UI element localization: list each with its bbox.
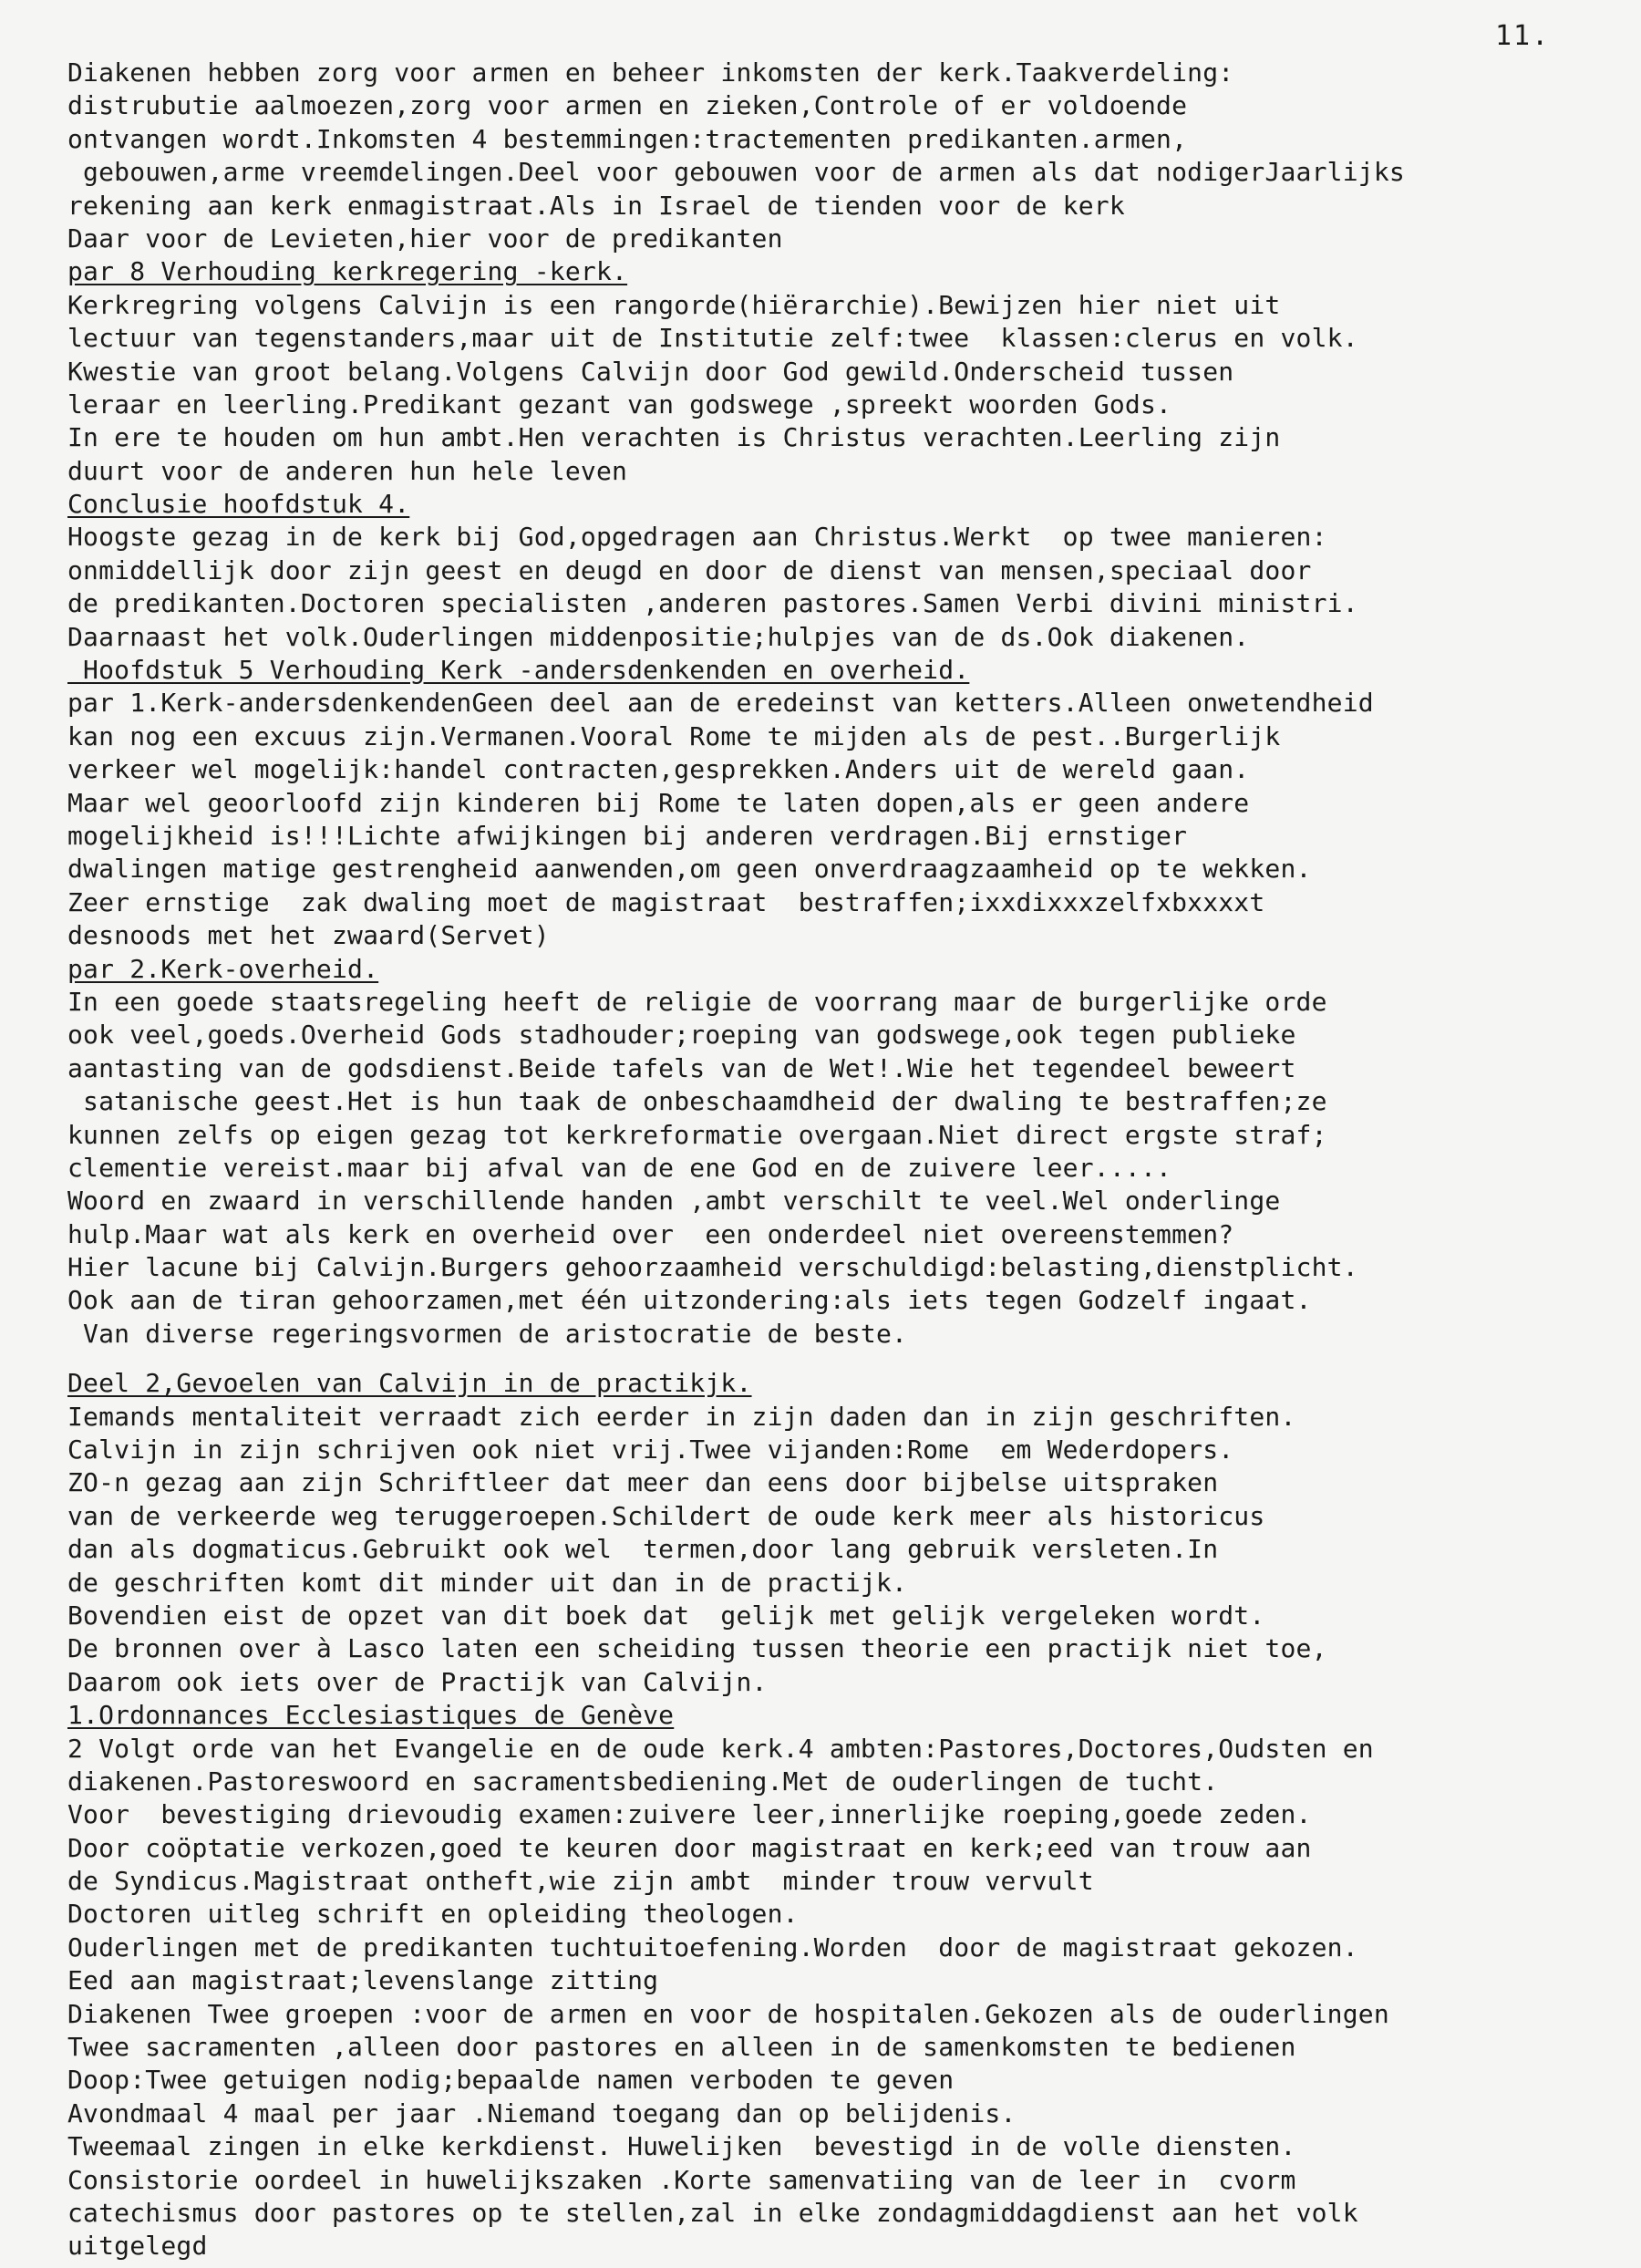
text-line: Hier lacune bij Calvijn.Burgers gehoorzaamheid verschuldigd:belasting,dienstplicht. [67, 1252, 1358, 1283]
text-line: Diakenen hebben zorg voor armen en beheer inkomsten der kerk.Taakverdeling: [67, 57, 1234, 88]
text-line: Kwestie van groot belang.Volgens Calvijn door God gewild.Onderscheid tussen [67, 356, 1234, 387]
text-line: distrubutie aalmoezen,zorg voor armen en zieken,Controle of er voldoende [67, 90, 1188, 121]
text-line: 2 Volgt orde van het Evangelie en de oude kerk.4 ambten:Pastores,Doctores,Oudsten en [67, 1733, 1374, 1764]
text-line: In een goede staatsregeling heeft de religie de voorrang maar de burgerlijke orde [67, 986, 1327, 1017]
text-line: aantasting van de godsdienst.Beide tafels van de Wet!.Wie het tegendeel beweert [67, 1052, 1296, 1083]
chapter-heading: Hoofdstuk 5 Verhouding Kerk -andersdenkenden en overheid. [67, 655, 970, 686]
text-line: Voor bevestiging drievoudig examen:zuivere leer,innerlijke roeping,goede zeden. [67, 1799, 1312, 1830]
text-line: Hoogste gezag in de kerk bij God,opgedragen aan Christus.Werkt op twee manieren: [67, 522, 1327, 553]
text-line: Door coöptatie verkozen,goed te keuren door magistraat en kerk;eed van trouw aan [67, 1832, 1312, 1863]
text-line: de Syndicus.Magistraat ontheft,wie zijn ambt minder trouw vervult [67, 1866, 1094, 1897]
text-line: de geschriften komt dit minder uit dan in de practijk. [67, 1567, 908, 1598]
section-heading: par 2.Kerk-overheid. [67, 953, 379, 984]
text-line: par 1.Kerk-andersdenkendenGeen deel aan de eredeinst van ketters.Alleen onwetendheid [67, 688, 1374, 719]
text-line: uitgelegd [67, 2231, 208, 2262]
text-line: diakenen.Pastoreswoord en sacramentsbediening.Met de ouderlingen de tucht. [67, 1766, 1219, 1797]
text-line: lectuur van tegenstanders,maar uit de Institutie zelf:twee klassen:clerus en volk. [67, 323, 1358, 354]
text-line: ook veel,goeds.Overheid Gods stadhouder;roeping van godswege,ook tegen publieke [67, 1020, 1296, 1051]
text-line: Diakenen Twee groepen :voor de armen en voor de hospitalen.Gekozen als de ouderlingen [67, 1998, 1389, 2029]
text-line: Iemands mentaliteit verraadt zich eerder in zijn daden dan in zijn geschriften. [67, 1401, 1296, 1432]
text-line: clementie vereist.maar bij afval van de ene God en de zuivere leer..... [67, 1152, 1172, 1183]
text-line: catechismus door pastores op te stellen,zal in elke zondagmiddagdienst aan het volk [67, 2198, 1358, 2228]
text-line: ZO-n gezag aan zijn Schriftleer dat meer dan eens door bijbelse uitspraken [67, 1467, 1219, 1498]
typed-text-block [67, 57, 1631, 2263]
text-line: onmiddellijk door zijn geest en deugd en door de dienst van mensen,speciaal door [67, 554, 1312, 585]
text-line: desnoods met het zwaard(Servet) [67, 920, 550, 951]
text-line: Twee sacramenten ,alleen door pastores en alleen in de samenkomsten te bedienen [67, 2032, 1296, 2063]
text-line: Daar voor de Levieten,hier voor de predikanten [67, 223, 783, 254]
section-heading: 1.Ordonnances Ecclesiastiques de Genève [67, 1700, 675, 1731]
text-line: Ook aan de tiran gehoorzamen,met één uitzondering:als iets tegen Godzelf ingaat. [67, 1285, 1312, 1316]
text-line: In ere te houden om hun ambt.Hen verachten is Christus verachten.Leerling zijn [67, 422, 1281, 453]
text-line: dwalingen matige gestrengheid aanwenden,om geen onverdraagzaamheid op te wekken. [67, 854, 1312, 885]
text-line: Tweemaal zingen in elke kerkdienst. Huwelijken bevestigd in de volle diensten. [67, 2131, 1296, 2162]
text-line: Zeer ernstige zak dwaling moet de magistraat bestraffen;ixxdixxxzelfxbxxxxt [67, 886, 1265, 917]
text-line: Doop:Twee getuigen nodig;bepaalde namen verboden te geven [67, 2065, 955, 2096]
text-line: Avondmaal 4 maal per jaar .Niemand toegang dan op belijdenis. [67, 2097, 1017, 2128]
text-line: satanische geest.Het is hun taak de onbeschaamdheid der dwaling te bestraffen;ze [67, 1086, 1327, 1117]
text-line: mogelijkheid is!!!Lichte afwijkingen bij anderen verdragen.Bij ernstiger [67, 820, 1188, 851]
text-line: duurt voor de anderen hun hele leven [67, 455, 628, 486]
text-line: Woord en zwaard in verschillende handen ,ambt verschilt te veel.Wel onderlinge [67, 1186, 1281, 1217]
section-heading: par 8 Verhouding kerkregering -kerk. [67, 256, 628, 287]
part-heading: Deel 2,Gevoelen van Calvijn in de practikjk. [67, 1368, 752, 1399]
page-number: 11. [1495, 20, 1551, 52]
text-line: Eed aan magistraat;levenslange zitting [67, 1965, 659, 1996]
text-line: van de verkeerde weg teruggeroepen.Schildert de oude kerk meer als historicus [67, 1500, 1265, 1531]
text-line: hulp.Maar wat als kerk en overheid over een onderdeel niet overeenstemmen? [67, 1218, 1234, 1249]
text-line: kan nog een excuus zijn.Vermanen.Vooral Rome te mijden als de pest..Burgerlijk [67, 720, 1281, 751]
text-line: verkeer wel mogelijk:handel contracten,gesprekken.Anders uit de wereld gaan. [67, 754, 1250, 785]
text-line: Maar wel geoorloofd zijn kinderen bij Rome te laten dopen,als er geen andere [67, 787, 1250, 818]
text-line: kunnen zelfs op eigen gezag tot kerkreformatie overgaan.Niet direct ergste straf; [67, 1119, 1327, 1150]
text-line: ontvangen wordt.Inkomsten 4 bestemmingen:tractementen predikanten.armen, [67, 123, 1188, 154]
text-line: Calvijn in zijn schrijven ook niet vrij.Twee vijanden:Rome em Wederdopers. [67, 1434, 1234, 1465]
text-line: de predikanten.Doctoren specialisten ,anderen pastores.Samen Verbi divini ministri. [67, 588, 1358, 619]
text-line: Daarnaast het volk.Ouderlingen middenpositie;hulpjes van de ds.Ook diakenen. [67, 621, 1250, 652]
text-line: Consistorie oordeel in huwelijkszaken .Korte samenvatiing van de leer in cvorm [67, 2164, 1296, 2195]
section-heading: Conclusie hoofdstuk 4. [67, 489, 410, 520]
text-line: Kerkregring volgens Calvijn is een rangorde(hiërarchie).Bewijzen hier niet uit [67, 289, 1281, 320]
text-line: Daarom ook iets over de Practijk van Calvijn. [67, 1666, 768, 1697]
text-line: rekening aan kerk enmagistraat.Als in Israel de tienden voor de kerk [67, 190, 1125, 221]
text-line: gebouwen,arme vreemdelingen.Deel voor gebouwen voor de armen als dat nodigerJaarlijks [67, 157, 1405, 188]
text-line: Doctoren uitleg schrift en opleiding theologen. [67, 1899, 799, 1930]
text-line: Ouderlingen met de predikanten tuchtuitoefening.Worden door de magistraat gekozen. [67, 1931, 1358, 1962]
text-line: De bronnen over à Lasco laten een scheiding tussen theorie een practijk niet toe, [67, 1633, 1327, 1664]
text-line: Van diverse regeringsvormen de aristocratie de beste. [67, 1318, 908, 1349]
text-line: Bovendien eist de opzet van dit boek dat gelijk met gelijk vergeleken wordt. [67, 1600, 1265, 1631]
text-line: leraar en leerling.Predikant gezant van godswege ,spreekt woorden Gods. [67, 388, 1172, 419]
text-line: dan als dogmaticus.Gebruikt ook wel termen,door lang gebruik versleten.In [67, 1534, 1219, 1565]
